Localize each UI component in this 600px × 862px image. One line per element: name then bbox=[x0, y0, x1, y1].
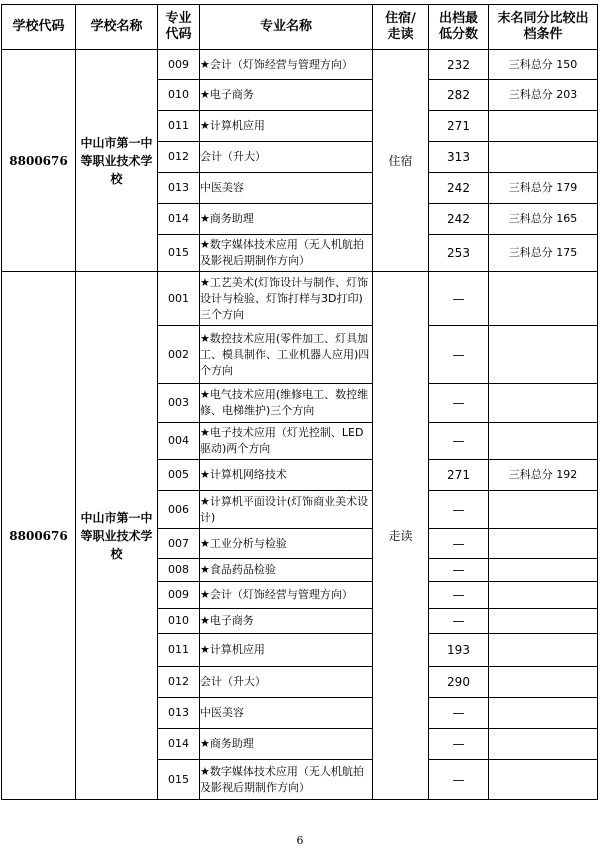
tie-rule-cell bbox=[489, 698, 598, 729]
major-name-cell: ★电气技术应用(维修电工、数控维修、电梯维护)三个方向 bbox=[200, 384, 373, 423]
min-score-cell: — bbox=[429, 609, 489, 634]
tie-rule-cell bbox=[489, 384, 598, 423]
major-code-cell: 012 bbox=[158, 142, 200, 173]
major-name-cell: ★电子商务 bbox=[200, 80, 373, 111]
min-score-cell: 242 bbox=[429, 204, 489, 235]
major-name-cell: 会计（升大） bbox=[200, 142, 373, 173]
major-code-cell: 004 bbox=[158, 423, 200, 460]
major-name-cell: ★商务助理 bbox=[200, 729, 373, 760]
major-code-cell: 014 bbox=[158, 204, 200, 235]
tie-rule-cell bbox=[489, 760, 598, 800]
major-name-cell: ★计算机应用 bbox=[200, 634, 373, 667]
tie-rule-cell bbox=[489, 529, 598, 559]
table-body bbox=[2, 50, 598, 800]
major-code-cell: 014 bbox=[158, 729, 200, 760]
min-score-cell: 193 bbox=[429, 634, 489, 667]
school-code-cell: 8800676 bbox=[2, 272, 76, 800]
major-code-cell: 013 bbox=[158, 698, 200, 729]
tie-rule-cell bbox=[489, 609, 598, 634]
major-code-cell: 002 bbox=[158, 326, 200, 384]
header-school-name: 学校名称 bbox=[76, 5, 158, 50]
major-code-cell: 006 bbox=[158, 491, 200, 529]
major-code-cell: 009 bbox=[158, 50, 200, 80]
tie-rule-cell bbox=[489, 634, 598, 667]
major-name-cell: ★会计（灯饰经营与管理方向） bbox=[200, 50, 373, 80]
school-name-cell: 中山市第一中等职业技术学校 bbox=[76, 272, 158, 800]
major-code-cell: 001 bbox=[158, 272, 200, 326]
tie-rule-cell: 三科总分 175 bbox=[489, 235, 598, 272]
major-name-cell: ★计算机网络技术 bbox=[200, 460, 373, 491]
min-score-cell: — bbox=[429, 698, 489, 729]
major-code-cell: 013 bbox=[158, 173, 200, 204]
tie-rule-cell bbox=[489, 326, 598, 384]
min-score-cell: 242 bbox=[429, 173, 489, 204]
min-score-cell: 253 bbox=[429, 235, 489, 272]
min-score-cell: 282 bbox=[429, 80, 489, 111]
tie-rule-cell bbox=[489, 111, 598, 142]
major-name-cell: ★电子商务 bbox=[200, 609, 373, 634]
min-score-cell: — bbox=[429, 491, 489, 529]
major-code-cell: 005 bbox=[158, 460, 200, 491]
major-code-cell: 015 bbox=[158, 235, 200, 272]
min-score-cell: 271 bbox=[429, 460, 489, 491]
major-name-cell: 会计（升大） bbox=[200, 667, 373, 698]
major-name-cell: ★数字媒体技术应用（无人机航拍及影视后期制作方向） bbox=[200, 235, 373, 272]
major-code-cell: 010 bbox=[158, 80, 200, 111]
header-lodging: 住宿/走读 bbox=[373, 5, 429, 50]
header-row bbox=[2, 5, 598, 50]
school-name-cell: 中山市第一中等职业技术学校 bbox=[76, 50, 158, 272]
table-row bbox=[2, 272, 598, 326]
tie-rule-cell: 三科总分 165 bbox=[489, 204, 598, 235]
min-score-cell: — bbox=[429, 729, 489, 760]
major-name-cell: ★食品药品检验 bbox=[200, 559, 373, 582]
major-code-cell: 011 bbox=[158, 111, 200, 142]
header-major-code: 专业代码 bbox=[158, 5, 200, 50]
min-score-cell: — bbox=[429, 582, 489, 609]
page-number: 6 bbox=[296, 834, 304, 847]
lodging-cell: 走读 bbox=[373, 272, 429, 800]
tie-rule-cell: 三科总分 150 bbox=[489, 50, 598, 80]
lodging-cell: 住宿 bbox=[373, 50, 429, 272]
tie-rule-cell bbox=[489, 423, 598, 460]
tie-rule-cell bbox=[489, 142, 598, 173]
min-score-cell: — bbox=[429, 326, 489, 384]
tie-rule-cell bbox=[489, 272, 598, 326]
min-score-cell: — bbox=[429, 272, 489, 326]
major-name-cell: ★工艺美术(灯饰设计与制作、灯饰设计与检验、灯饰打样与3D打印)三个方向 bbox=[200, 272, 373, 326]
tie-rule-cell: 三科总分 192 bbox=[489, 460, 598, 491]
header-major-name: 专业名称 bbox=[200, 5, 373, 50]
header-min-score: 出档最低分数 bbox=[429, 5, 489, 50]
min-score-cell: — bbox=[429, 529, 489, 559]
major-name-cell: ★数字媒体技术应用（无人机航拍及影视后期制作方向） bbox=[200, 760, 373, 800]
major-name-cell: ★数控技术应用(零件加工、灯具加工、模具制作、工业机器人应用)四个方向 bbox=[200, 326, 373, 384]
major-code-cell: 011 bbox=[158, 634, 200, 667]
major-code-cell: 015 bbox=[158, 760, 200, 800]
major-name-cell: ★工业分析与检验 bbox=[200, 529, 373, 559]
min-score-cell: — bbox=[429, 760, 489, 800]
major-name-cell: ★计算机平面设计(灯饰商业美术设计) bbox=[200, 491, 373, 529]
major-name-cell: ★计算机应用 bbox=[200, 111, 373, 142]
header-tie-rule: 末名同分比较出档条件 bbox=[489, 5, 598, 50]
table-row bbox=[2, 50, 598, 80]
major-name-cell: 中医美容 bbox=[200, 698, 373, 729]
school-code-cell: 8800676 bbox=[2, 50, 76, 272]
min-score-cell: — bbox=[429, 423, 489, 460]
min-score-cell: 290 bbox=[429, 667, 489, 698]
tie-rule-cell bbox=[489, 729, 598, 760]
tie-rule-cell bbox=[489, 491, 598, 529]
major-name-cell: ★商务助理 bbox=[200, 204, 373, 235]
major-code-cell: 009 bbox=[158, 582, 200, 609]
admission-table bbox=[1, 4, 598, 800]
major-code-cell: 007 bbox=[158, 529, 200, 559]
major-name-cell: 中医美容 bbox=[200, 173, 373, 204]
tie-rule-cell bbox=[489, 559, 598, 582]
major-code-cell: 010 bbox=[158, 609, 200, 634]
tie-rule-cell: 三科总分 203 bbox=[489, 80, 598, 111]
tie-rule-cell: 三科总分 179 bbox=[489, 173, 598, 204]
min-score-cell: 271 bbox=[429, 111, 489, 142]
min-score-cell: 313 bbox=[429, 142, 489, 173]
major-code-cell: 012 bbox=[158, 667, 200, 698]
min-score-cell: — bbox=[429, 384, 489, 423]
major-code-cell: 003 bbox=[158, 384, 200, 423]
min-score-cell: 232 bbox=[429, 50, 489, 80]
major-name-cell: ★电子技术应用（灯光控制、LED驱动)两个方向 bbox=[200, 423, 373, 460]
major-name-cell: ★会计（灯饰经营与管理方向） bbox=[200, 582, 373, 609]
header-school-code: 学校代码 bbox=[2, 5, 76, 50]
tie-rule-cell bbox=[489, 667, 598, 698]
tie-rule-cell bbox=[489, 582, 598, 609]
min-score-cell: — bbox=[429, 559, 489, 582]
major-code-cell: 008 bbox=[158, 559, 200, 582]
